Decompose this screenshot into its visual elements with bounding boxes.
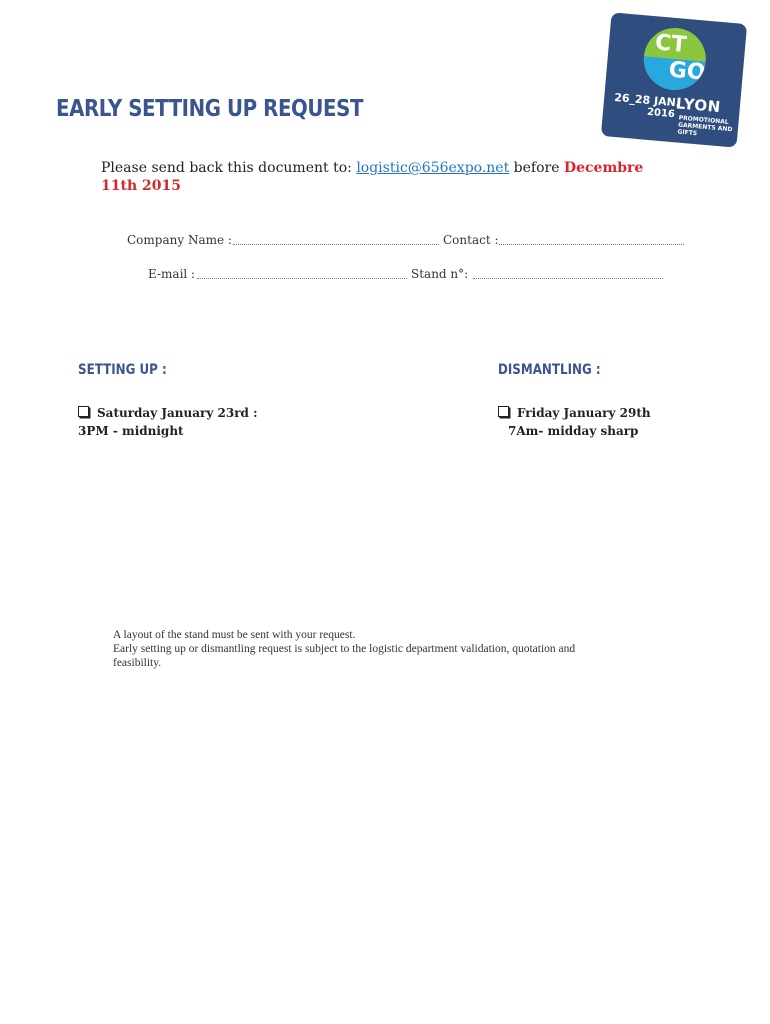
page-title: EARLY SETTING UP REQUEST bbox=[56, 96, 364, 122]
dismantling-checkbox[interactable] bbox=[498, 406, 509, 417]
stand-number-label: Stand n°: bbox=[411, 267, 469, 281]
setting-up-option bbox=[78, 404, 258, 440]
deadline-text: Decembre 11th 2015 bbox=[101, 160, 644, 194]
dismantling-option bbox=[498, 404, 651, 440]
logo-city: LYON bbox=[675, 94, 722, 117]
contact-label: Contact : bbox=[443, 233, 499, 247]
dismantling-heading: DISMANTLING : bbox=[498, 362, 601, 378]
event-logo bbox=[601, 12, 747, 147]
sendback-prefix: Please send back this document to: bbox=[101, 160, 357, 176]
logo-tagline: PROMOTIONAL GARMENTS AND GIFTS bbox=[677, 114, 733, 138]
note-line-2: Early setting up or dismantling request is subject to the logistic department validation, quotation and feasibility. bbox=[113, 643, 576, 669]
email-link[interactable]: logistic@656expo.net bbox=[356, 160, 510, 176]
logo-year: 2016 bbox=[646, 106, 676, 121]
stand-number-field[interactable] bbox=[473, 278, 663, 279]
setting-up-heading: SETTING UP : bbox=[78, 362, 167, 378]
logo-letters-bottom: GO bbox=[667, 57, 707, 86]
sendback-middle: before bbox=[509, 160, 564, 176]
request-note bbox=[113, 628, 623, 670]
logo-letters-top: CT bbox=[654, 30, 688, 58]
setting-up-checkbox[interactable] bbox=[78, 406, 89, 417]
dismantling-date: Friday January 29th bbox=[517, 406, 651, 420]
company-name-field[interactable] bbox=[233, 244, 439, 245]
logo-emblem bbox=[641, 25, 708, 92]
setting-up-date: Saturday January 23rd : bbox=[97, 406, 258, 420]
email-label: E-mail : bbox=[148, 267, 196, 281]
dismantling-time: 7Am- midday sharp bbox=[508, 424, 639, 438]
company-name-label: Company Name : bbox=[127, 233, 232, 247]
email-field[interactable] bbox=[197, 278, 407, 279]
contact-field[interactable] bbox=[499, 244, 684, 245]
sendback-instructions bbox=[101, 159, 661, 195]
logo-dates: 26_28 JAN. bbox=[613, 90, 681, 110]
note-line-1: A layout of the stand must be sent with your request. bbox=[113, 629, 356, 641]
setting-up-time: 3PM - midnight bbox=[78, 424, 184, 438]
